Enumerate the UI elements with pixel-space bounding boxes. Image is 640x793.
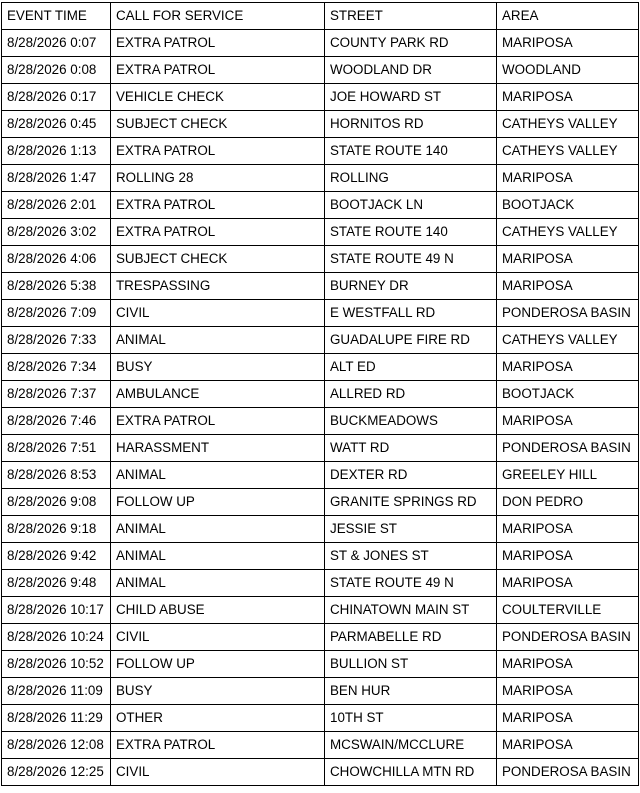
area-cell: MARIPOSA bbox=[497, 570, 639, 597]
event-time-cell: 8/28/2026 1:47 bbox=[2, 165, 111, 192]
table-row bbox=[2, 381, 639, 408]
event-time-cell: 8/28/2026 5:38 bbox=[2, 273, 111, 300]
event-time-cell: 8/28/2026 9:48 bbox=[2, 570, 111, 597]
table-row bbox=[2, 516, 639, 543]
table-row bbox=[2, 651, 639, 678]
street-cell: 10TH ST bbox=[325, 705, 497, 732]
area-cell: MARIPOSA bbox=[497, 354, 639, 381]
call-for-service-cell: EXTRA PATROL bbox=[111, 219, 325, 246]
table-row bbox=[2, 705, 639, 732]
street-cell: ALLRED RD bbox=[325, 381, 497, 408]
event-time-cell: 8/28/2026 11:29 bbox=[2, 705, 111, 732]
event-time-cell: 8/28/2026 7:33 bbox=[2, 327, 111, 354]
table-row bbox=[2, 678, 639, 705]
call-for-service-cell: EXTRA PATROL bbox=[111, 192, 325, 219]
event-time-cell: 8/28/2026 12:25 bbox=[2, 759, 111, 786]
event-time-cell: 8/28/2026 7:51 bbox=[2, 435, 111, 462]
table-row bbox=[2, 489, 639, 516]
area-cell: PONDEROSA BASIN bbox=[497, 300, 639, 327]
call-for-service-cell: ANIMAL bbox=[111, 462, 325, 489]
street-cell: MCSWAIN/MCCLURE bbox=[325, 732, 497, 759]
call-for-service-cell: AMBULANCE bbox=[111, 381, 325, 408]
call-for-service-cell: EXTRA PATROL bbox=[111, 732, 325, 759]
street-cell: JESSIE ST bbox=[325, 516, 497, 543]
event-time-cell: 8/28/2026 8:53 bbox=[2, 462, 111, 489]
call-for-service-cell: TRESPASSING bbox=[111, 273, 325, 300]
area-cell: MARIPOSA bbox=[497, 30, 639, 57]
table-row bbox=[2, 300, 639, 327]
event-time-cell: 8/28/2026 12:08 bbox=[2, 732, 111, 759]
street-cell: WOODLAND DR bbox=[325, 57, 497, 84]
area-cell: BOOTJACK bbox=[497, 381, 639, 408]
street-cell: BUCKMEADOWS bbox=[325, 408, 497, 435]
area-cell: MARIPOSA bbox=[497, 408, 639, 435]
street-cell: DEXTER RD bbox=[325, 462, 497, 489]
area-cell: WOODLAND bbox=[497, 57, 639, 84]
call-for-service-cell: CIVIL bbox=[111, 300, 325, 327]
street-cell: STATE ROUTE 140 bbox=[325, 138, 497, 165]
area-cell: DON PEDRO bbox=[497, 489, 639, 516]
table-row bbox=[2, 165, 639, 192]
area-cell: MARIPOSA bbox=[497, 246, 639, 273]
area-cell: CATHEYS VALLEY bbox=[497, 111, 639, 138]
street-cell: GUADALUPE FIRE RD bbox=[325, 327, 497, 354]
table-row bbox=[2, 543, 639, 570]
event-time-cell: 8/28/2026 10:17 bbox=[2, 597, 111, 624]
event-time-cell: 8/28/2026 9:08 bbox=[2, 489, 111, 516]
street-cell: BURNEY DR bbox=[325, 273, 497, 300]
event-time-cell: 8/28/2026 10:24 bbox=[2, 624, 111, 651]
call-for-service-cell: EXTRA PATROL bbox=[111, 138, 325, 165]
call-for-service-cell: CIVIL bbox=[111, 759, 325, 786]
street-cell: CHINATOWN MAIN ST bbox=[325, 597, 497, 624]
table-row bbox=[2, 570, 639, 597]
table-row bbox=[2, 273, 639, 300]
table-row bbox=[2, 408, 639, 435]
header-row bbox=[2, 3, 639, 30]
event-time-cell: 8/28/2026 9:18 bbox=[2, 516, 111, 543]
call-for-service-cell: EXTRA PATROL bbox=[111, 57, 325, 84]
street-cell: ALT ED bbox=[325, 354, 497, 381]
call-for-service-cell: BUSY bbox=[111, 678, 325, 705]
street-cell: STATE ROUTE 49 N bbox=[325, 570, 497, 597]
call-for-service-cell: OTHER bbox=[111, 705, 325, 732]
area-cell: MARIPOSA bbox=[497, 516, 639, 543]
street-cell: STATE ROUTE 140 bbox=[325, 219, 497, 246]
call-for-service-cell: ANIMAL bbox=[111, 543, 325, 570]
table-row bbox=[2, 462, 639, 489]
area-cell: CATHEYS VALLEY bbox=[497, 138, 639, 165]
call-for-service-cell: ANIMAL bbox=[111, 570, 325, 597]
area-cell: GREELEY HILL bbox=[497, 462, 639, 489]
call-for-service-cell: ANIMAL bbox=[111, 327, 325, 354]
event-time-cell: 8/28/2026 10:52 bbox=[2, 651, 111, 678]
call-for-service-cell: CHILD ABUSE bbox=[111, 597, 325, 624]
area-cell: MARIPOSA bbox=[497, 273, 639, 300]
street-cell: ROLLING bbox=[325, 165, 497, 192]
street-cell: ST & JONES ST bbox=[325, 543, 497, 570]
table-row bbox=[2, 624, 639, 651]
call-log-table bbox=[1, 2, 639, 786]
call-for-service-cell: ROLLING 28 bbox=[111, 165, 325, 192]
street-cell: COUNTY PARK RD bbox=[325, 30, 497, 57]
street-cell: BEN HUR bbox=[325, 678, 497, 705]
call-for-service-cell: BUSY bbox=[111, 354, 325, 381]
table-row bbox=[2, 84, 639, 111]
header-area: AREA bbox=[497, 3, 639, 30]
event-time-cell: 8/28/2026 3:02 bbox=[2, 219, 111, 246]
area-cell: MARIPOSA bbox=[497, 543, 639, 570]
call-for-service-cell: ANIMAL bbox=[111, 516, 325, 543]
call-for-service-cell: CIVIL bbox=[111, 624, 325, 651]
street-cell: BULLION ST bbox=[325, 651, 497, 678]
table-row bbox=[2, 435, 639, 462]
street-cell: BOOTJACK LN bbox=[325, 192, 497, 219]
event-time-cell: 8/28/2026 4:06 bbox=[2, 246, 111, 273]
table-row bbox=[2, 327, 639, 354]
call-for-service-cell: FOLLOW UP bbox=[111, 489, 325, 516]
area-cell: MARIPOSA bbox=[497, 705, 639, 732]
call-for-service-cell: HARASSMENT bbox=[111, 435, 325, 462]
street-cell: GRANITE SPRINGS RD bbox=[325, 489, 497, 516]
event-time-cell: 8/28/2026 7:46 bbox=[2, 408, 111, 435]
table-row bbox=[2, 732, 639, 759]
area-cell: MARIPOSA bbox=[497, 678, 639, 705]
event-time-cell: 8/28/2026 9:42 bbox=[2, 543, 111, 570]
call-for-service-cell: SUBJECT CHECK bbox=[111, 111, 325, 138]
event-time-cell: 8/28/2026 2:01 bbox=[2, 192, 111, 219]
area-cell: PONDEROSA BASIN bbox=[497, 435, 639, 462]
call-for-service-cell: VEHICLE CHECK bbox=[111, 84, 325, 111]
table-row bbox=[2, 57, 639, 84]
header-call-for-service: CALL FOR SERVICE bbox=[111, 3, 325, 30]
event-time-cell: 8/28/2026 1:13 bbox=[2, 138, 111, 165]
area-cell: PONDEROSA BASIN bbox=[497, 759, 639, 786]
table-row bbox=[2, 192, 639, 219]
table-row bbox=[2, 759, 639, 786]
street-cell: WATT RD bbox=[325, 435, 497, 462]
area-cell: BOOTJACK bbox=[497, 192, 639, 219]
event-time-cell: 8/28/2026 7:37 bbox=[2, 381, 111, 408]
call-for-service-cell: SUBJECT CHECK bbox=[111, 246, 325, 273]
event-time-cell: 8/28/2026 11:09 bbox=[2, 678, 111, 705]
event-time-cell: 8/28/2026 0:45 bbox=[2, 111, 111, 138]
table-body bbox=[2, 30, 639, 786]
table-row bbox=[2, 30, 639, 57]
event-time-cell: 8/28/2026 0:08 bbox=[2, 57, 111, 84]
call-for-service-cell: EXTRA PATROL bbox=[111, 30, 325, 57]
event-time-cell: 8/28/2026 0:07 bbox=[2, 30, 111, 57]
event-time-cell: 8/28/2026 0:17 bbox=[2, 84, 111, 111]
street-cell: CHOWCHILLA MTN RD bbox=[325, 759, 497, 786]
event-time-cell: 8/28/2026 7:09 bbox=[2, 300, 111, 327]
street-cell: HORNITOS RD bbox=[325, 111, 497, 138]
street-cell: PARMABELLE RD bbox=[325, 624, 497, 651]
table-row bbox=[2, 597, 639, 624]
call-for-service-cell: EXTRA PATROL bbox=[111, 408, 325, 435]
area-cell: CATHEYS VALLEY bbox=[497, 219, 639, 246]
area-cell: MARIPOSA bbox=[497, 84, 639, 111]
table-row bbox=[2, 111, 639, 138]
table-row bbox=[2, 138, 639, 165]
street-cell: E WESTFALL RD bbox=[325, 300, 497, 327]
area-cell: PONDEROSA BASIN bbox=[497, 624, 639, 651]
table-row bbox=[2, 219, 639, 246]
street-cell: JOE HOWARD ST bbox=[325, 84, 497, 111]
header-event-time: EVENT TIME bbox=[2, 3, 111, 30]
header-street: STREET bbox=[325, 3, 497, 30]
street-cell: STATE ROUTE 49 N bbox=[325, 246, 497, 273]
call-for-service-cell: FOLLOW UP bbox=[111, 651, 325, 678]
area-cell: MARIPOSA bbox=[497, 651, 639, 678]
area-cell: MARIPOSA bbox=[497, 165, 639, 192]
table-row bbox=[2, 354, 639, 381]
area-cell: MARIPOSA bbox=[497, 732, 639, 759]
table-row bbox=[2, 246, 639, 273]
area-cell: CATHEYS VALLEY bbox=[497, 327, 639, 354]
event-time-cell: 8/28/2026 7:34 bbox=[2, 354, 111, 381]
area-cell: COULTERVILLE bbox=[497, 597, 639, 624]
